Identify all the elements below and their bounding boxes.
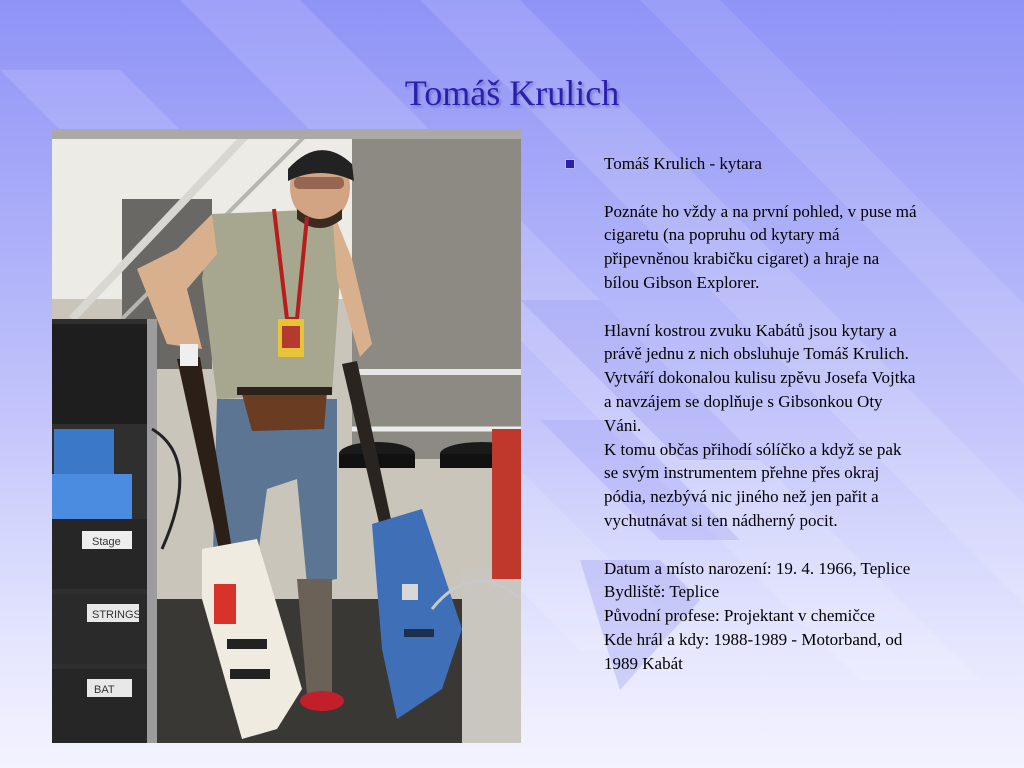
slide-body-text: [604, 152, 985, 676]
text-line: vychutnávat si ten nádherný pocit.: [604, 510, 838, 530]
text-line: Tomáš Krulich - kytara: [604, 154, 762, 173]
text-line: [604, 533, 985, 557]
text-line: Původní profese: Projektant v chemičce: [604, 606, 875, 626]
text-line: Váni.: [604, 415, 642, 435]
text-line: právě jednu z nich obsluhuje Tomáš Krulich.: [604, 344, 909, 364]
text-line: bílou Gibson Explorer.: [604, 272, 760, 292]
text-line: Vytváří dokonalou kulisu zpěvu Josefa Vojtka: [604, 368, 916, 388]
text-line: a navzájem se doplňuje s Gibsonkou Oty: [604, 391, 883, 411]
slide-title: Tomáš Krulich: [404, 73, 620, 113]
text-line: připevněnou krabičku cigaret) a hraje na: [604, 249, 880, 269]
text-line: Hlavní kostrou zvuku Kabátů jsou kytary a: [604, 320, 897, 340]
text-line: [604, 176, 985, 200]
text-line: Datum a místo narození: 19. 4. 1966, Teplice: [604, 558, 911, 578]
text-line: pódia, nezbývá nic jiného než jen pařit a: [604, 487, 879, 507]
text-line: [604, 295, 985, 319]
slide-text-block: [565, 152, 985, 676]
rack-label-stage: Stage: [92, 536, 121, 548]
text-line: se svým instrumentem přehne přes okraj: [604, 463, 880, 483]
text-line: Poznáte ho vždy a na první pohled, v puse má: [604, 201, 917, 221]
square-bullet-icon: [565, 159, 575, 169]
rack-label-bat: BAT: [94, 684, 115, 696]
text-line: cigaretu (na popruhu od kytary má: [604, 225, 840, 245]
text-line: Kde hrál a kdy: 1988-1989 - Motorband, od: [604, 629, 903, 649]
text-line: 1989 Kabát: [604, 653, 683, 673]
text-line: K tomu občas přihodí sólíčko a když se pak: [604, 439, 902, 459]
guitarist-photo: [52, 129, 521, 743]
text-line: Bydliště: Teplice: [604, 582, 720, 602]
rack-label-strings: STRINGS: [92, 609, 141, 621]
